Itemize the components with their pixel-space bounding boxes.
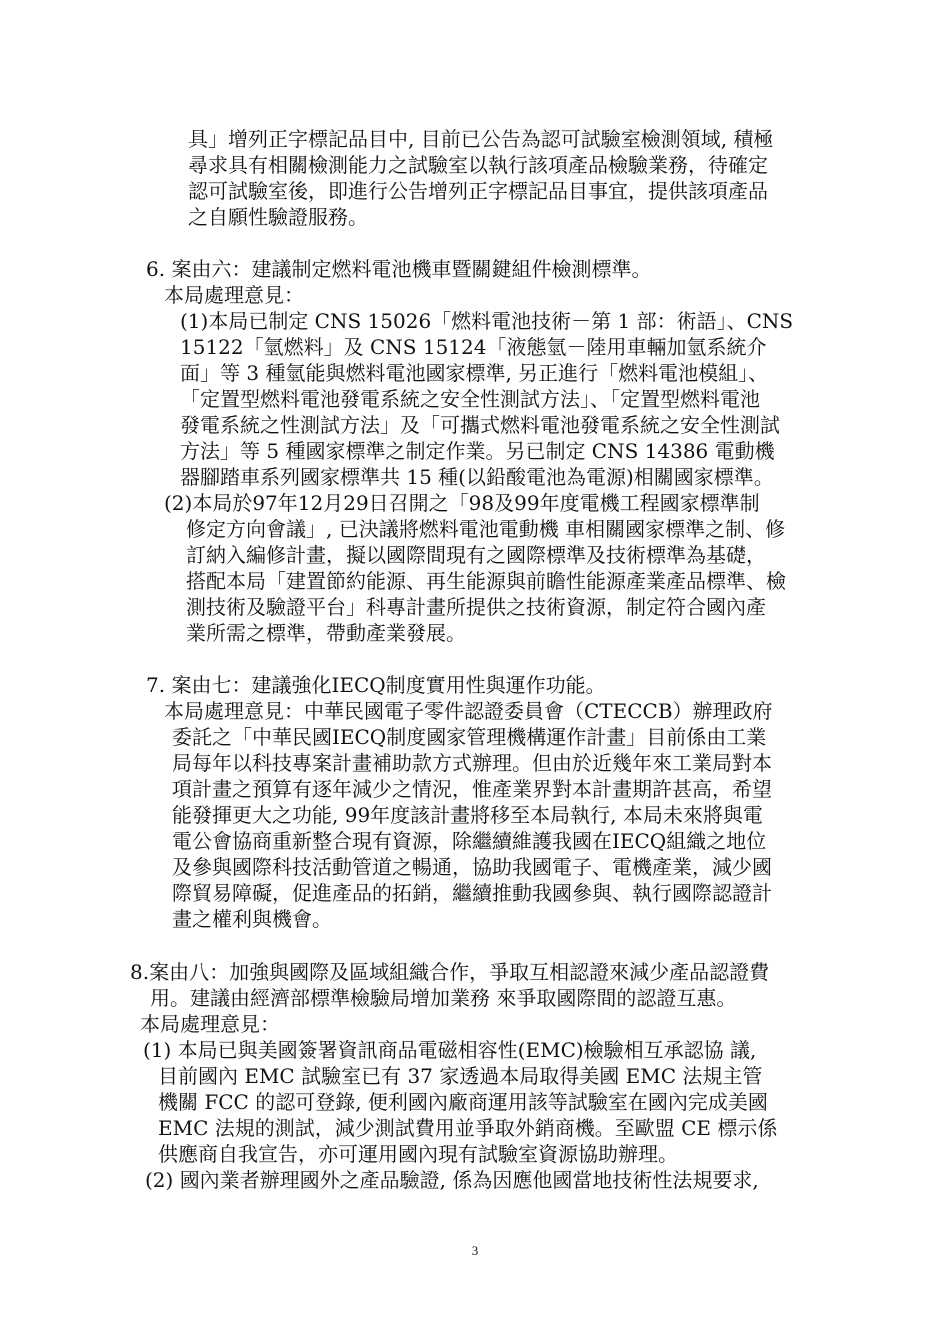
text-line: 能發揮更大之功能, 99年度該計畫將移至本局執行, 本局未來將與電 — [172, 803, 763, 827]
text-line: 器腳踏車系列國家標準共 15 種(以鉛酸電池為電源)相關國家標準。 — [180, 465, 774, 489]
text-line: (2) 國內業者辦理國外之產品驗證, 係為因應他國當地技術性法規要求, — [145, 1168, 759, 1192]
text-line: 本局處理意見： — [140, 1012, 280, 1036]
text-line: 測技術及驗證平台」科專計畫所提供之技術資源，制定符合國內產 — [186, 595, 766, 619]
text-line: 畫之權利與機會。 — [172, 907, 332, 931]
text-line: 之自願性驗證服務。 — [188, 205, 368, 229]
text-line: 方法」等 5 種國家標準之制定作業。另已制定 CNS 14386 電動機 — [180, 439, 775, 463]
text-line: 「定置型燃料電池發電系統之安全性測試方法」、「定置型燃料電池 — [180, 387, 760, 411]
section-heading: 8.案由八：加強與國際及區域組織合作，爭取互相認證來減少產品認證費 — [130, 960, 770, 984]
text-line: 本局處理意見： — [164, 283, 304, 307]
text-line: 面」等 3 種氫能與燃料電池國家標準, 另正進行「燃料電池模組」、 — [180, 361, 769, 385]
text-line: 訂納入編修計畫，擬以國際間現有之國際標準及技術標準為基礎， — [186, 543, 766, 567]
text-line: 及參與國際科技活動管道之暢通，協助我國電子、電機產業，減少國 — [172, 855, 772, 879]
text-line: 委託之「中華民國IECQ制度國家管理機構運作計畫」目前係由工業 — [172, 725, 767, 749]
text-line: 局每年以科技專案計畫補助款方式辦理。但由於近幾年來工業局對本 — [172, 751, 772, 775]
text-line: 目前國內 EMC 試驗室已有 37 家透過本局取得美國 EMC 法規主管 — [158, 1064, 763, 1088]
text-line: 修定方向會議」, 已決議將燃料電池電動機 車相關國家標準之制、修 — [186, 517, 786, 541]
text-line: 尋求具有相關檢測能力之試驗室以執行該項產品檢驗業務，待確定 — [188, 153, 768, 177]
section-heading: 7. 案由七：建議強化IECQ制度實用性與運作功能。 — [146, 673, 606, 697]
text-line: 業所需之標準，帶動產業發展。 — [186, 621, 466, 645]
text-line: 15122「氫燃料」及 CNS 15124「液態氫－陸用車輛加氫系統介 — [180, 335, 767, 359]
text-line: 際貿易障礙，促進產品的拓銷，繼續推動我國參與、執行國際認證計 — [172, 881, 772, 905]
text-line: EMC 法規的測試，減少測試費用並爭取外銷商機。至歐盟 CE 標示係 — [158, 1116, 778, 1140]
text-line: 項計畫之預算有逐年減少之情況，惟產業界對本計畫期許甚高，希望 — [172, 777, 772, 801]
text-line: (1) 本局已與美國簽署資訊商品電磁相容性(EMC)檢驗相互承認協 議, — [143, 1038, 757, 1062]
text-line: 用。建議由經濟部標準檢驗局增加業務 來爭取國際間的認證互惠。 — [150, 986, 737, 1010]
page-number: 3 — [471, 1243, 479, 1258]
section-heading: 6. 案由六：建議制定燃料電池機車暨關鍵組件檢測標準。 — [146, 257, 652, 281]
text-line: 搭配本局「建置節約能源、再生能源與前瞻性能源產業產品標準、檢 — [186, 569, 786, 593]
text-line: 具」增列正字標記品目中, 目前已公告為認可試驗室檢測領域, 積極 — [188, 127, 774, 151]
text-line: 機關 FCC 的認可登錄, 便利國內廠商運用該等試驗室在國內完成美國 — [158, 1090, 768, 1114]
text-line: 認可試驗室後，即進行公告增列正字標記品目事宜，提供該項產品 — [188, 179, 768, 203]
text-line: 發電系統之性測試方法」及「可攜式燃料電池發電系統之安全性測試 — [180, 413, 780, 437]
text-line: (2)本局於97年12月29日召開之「98及99年度電機工程國家標準制 — [164, 491, 760, 515]
text-line: 本局處理意見：中華民國電子零件認證委員會（CTECCB）辦理政府 — [164, 699, 773, 723]
text-line: (1)本局已制定 CNS 15026「燃料電池技術－第 1 部：術語」、CNS — [180, 309, 794, 333]
text-line: 電公會協商重新整合現有資源，除繼續維護我國在IECQ組織之地位 — [172, 829, 767, 853]
text-line: 供應商自我宣告，亦可運用國內現有試驗室資源協助辦理。 — [158, 1142, 678, 1166]
